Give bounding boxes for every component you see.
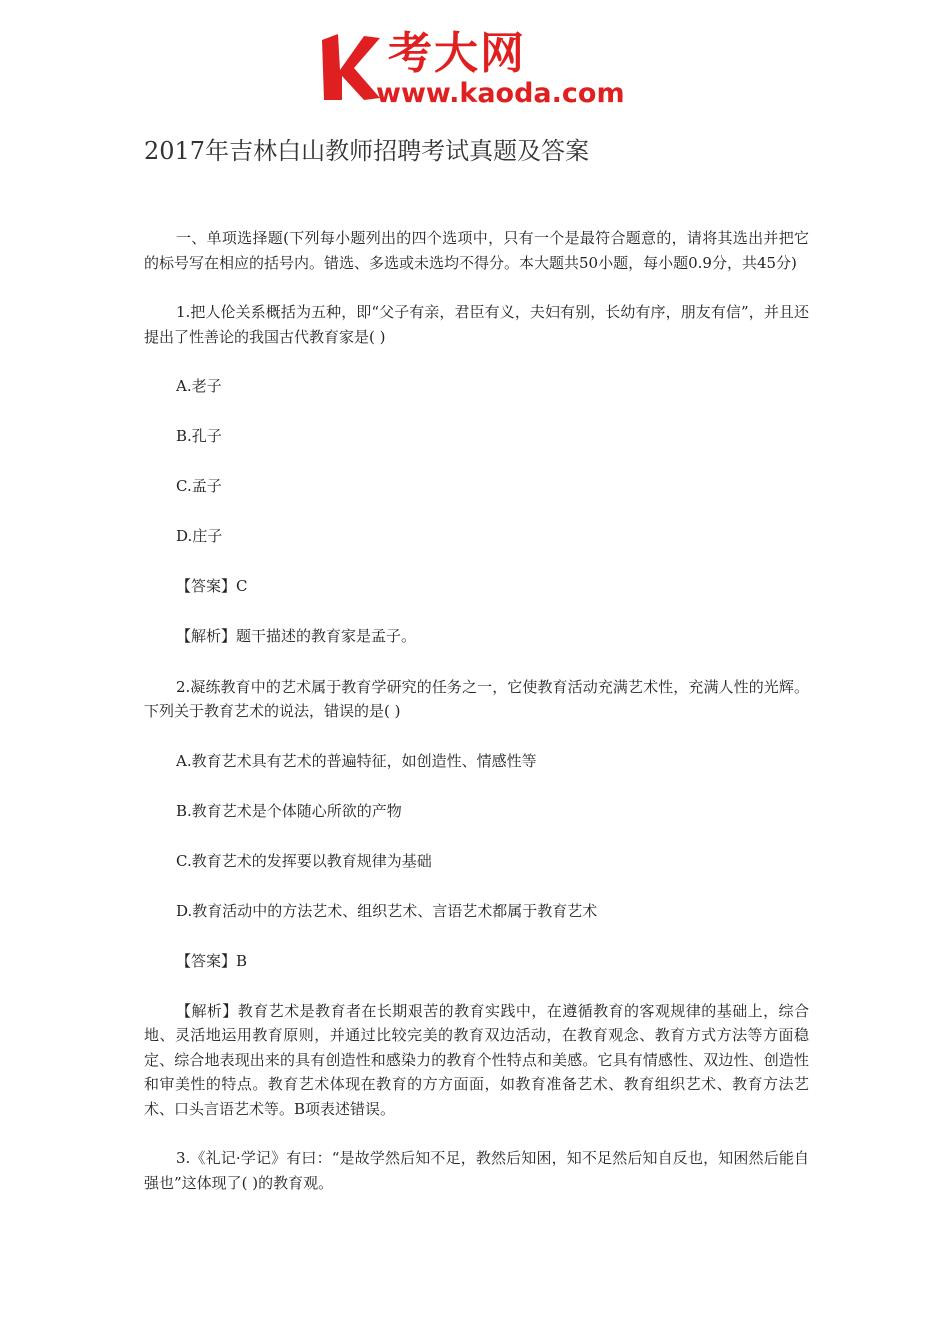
question-stem: 2.凝练教育中的艺术属于教育学研究的任务之一，它使教育活动充满艺术性，充满人性的光辉。下列关于教育艺术的说法，错误的是( )	[144, 677, 809, 720]
document-title: 2017年吉林白山教师招聘考试真题及答案	[144, 137, 590, 165]
question-option: C.教育艺术的发挥要以教育规律为基础	[176, 851, 432, 870]
question-option: A.老子	[176, 377, 222, 395]
logo-chinese-name: 考大网	[388, 28, 526, 79]
question-answer: 【答案】B	[176, 951, 248, 970]
kaoda-logo	[318, 30, 638, 110]
question-option: D.教育活动中的方法艺术、组织艺术、言语艺术都属于教育艺术	[176, 901, 598, 920]
question-option: B.孔子	[176, 427, 222, 445]
section-intro: 一、单项选择题(下列每小题列出的四个选项中，只有一个是最符合题意的，请将其选出并把它的标号写在相应的括号内。错选、多选或未选均不得分。本大题共50小题，每小题0.9分，共45分)	[144, 229, 809, 272]
document-body	[144, 226, 809, 1220]
question-stem: 1.把人伦关系概括为五种，即“父子有亲，君臣有义，夫妇有别，长幼有序，朋友有信”，并且还提出了性善论的我国古代教育家是( )	[144, 303, 809, 346]
question-answer: 【答案】C	[176, 577, 248, 595]
question-option: A.教育艺术具有艺术的普遍特征，如创造性、情感性等	[176, 751, 537, 770]
question-analysis: 【解析】教育艺术是教育者在长期艰苦的教育实践中，在遵循教育的客观规律的基础上，综合地、灵活地运用教育原则，并通过比较完美的教育双边活动，在教育观念、教育方式方法等方面稳定、综合地表现出来的具有创造性和感染力的教育个性特点和美感。它具有情感性、双边性、创造性和审美性的特点。教育艺术体现在教育的方方面面，如教育准备艺术、教育组织艺术、教育方法艺术、口头言语艺术等。B项表述错误。	[144, 1001, 809, 1118]
question-analysis: 【解析】题干描述的教育家是孟子。	[176, 627, 417, 645]
question-stem: 3.《礼记·学记》有曰：“是故学然后知不足，教然后知困，知不足然后知自反也，知困然后能自强也”这体现了( )的教育观。	[144, 1149, 809, 1192]
question-option: B.教育艺术是个体随心所欲的产物	[176, 801, 402, 820]
question-option: D.庄子	[176, 527, 223, 545]
logo-url: www.kaoda.com	[376, 78, 625, 109]
question-option: C.孟子	[176, 477, 222, 495]
